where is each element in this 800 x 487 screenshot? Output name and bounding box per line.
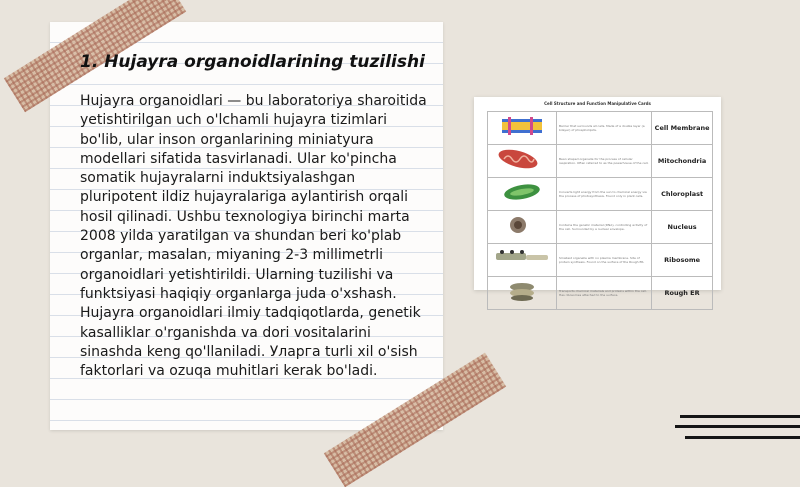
row-description: Transports chemical materials and proteins within the cell. Has ribosomes attached to the surface. — [557, 277, 652, 310]
table-row — [488, 211, 713, 244]
decorative-line — [680, 415, 800, 418]
row-name: Mitochondria — [652, 145, 713, 178]
rough-er-icon — [488, 277, 556, 305]
row-name: Ribosome — [652, 244, 713, 277]
table-row — [488, 244, 713, 277]
organelle-cards-image — [474, 97, 721, 297]
row-description: Contains the genetic material (DNA), controlling activity of the cell. Surrounded by a nuclear envelope. — [557, 211, 652, 244]
mitochondria-icon — [488, 145, 556, 173]
table-row — [488, 178, 713, 211]
table-row — [488, 145, 713, 178]
row-description: Smallest organelle with no plasma membrane. Site of protein synthesis. Found on the surface of the Rough ER. — [557, 244, 652, 277]
card-title: Cell Structure and Function Manipulative Cards — [544, 101, 651, 106]
table-row — [488, 277, 713, 310]
slide-body-text: Hujayra organoidlari — bu laboratoriya sharoitida yetishtirilgan uch o'lchamli hujayra tizimlari bo'lib, ular inson organlarining miniatyura modellari sifatida tasvirlanadi. Ular ko'pincha somatik hujayralarni induktsiyalashgan pluripotent ildiz hujayralariga aylantirish orqali hosil qilinadi. Ushbu texnologiya birinchi marta 2008 yilda yaratilgan va shundan beri ko'plab organlar, masalan, miyaning 2-3 millimetrli organoidlari yetishtirildi. Ularning tuzilishi va funktsiyasi haqiqiy organlarga juda o'xshash. Hujayra organoidlari ilmiy tadqiqotlarda, genetik kasalliklar o'rganishda va dori vositalarini sinashda keng qo'llaniladi. Уларга turli xil o'sish faktorlari va ozuqa muhitlari kerak bo'ladi. — [80, 93, 427, 380]
membrane-icon — [488, 112, 556, 140]
table-row — [488, 112, 713, 145]
nucleus-icon — [488, 211, 556, 239]
slide-title: 1. Hujayra organoidlarining tuzilishi — [80, 52, 425, 72]
row-name: Rough ER — [652, 277, 713, 310]
row-name: Cell Membrane — [652, 112, 713, 145]
row-name: Nucleus — [652, 211, 713, 244]
decorative-line — [675, 425, 800, 428]
row-name: Chloroplast — [652, 178, 713, 211]
ribosome-icon — [488, 244, 556, 272]
chloroplast-icon — [488, 178, 556, 206]
row-description: Bean shaped organelle for the process of cellular respiration. Often referred to as the powerhouse of the cell. — [557, 145, 652, 178]
row-description: Barrier that surrounds all cells. Made of a double layer (a bilayer) of phospholipids. — [557, 112, 652, 145]
row-description: Converts light energy from the sun to chemical energy via the process of photosynthesis. Found only in plant cells. — [557, 178, 652, 211]
decorative-line — [685, 436, 800, 439]
organelle-table — [487, 111, 713, 310]
